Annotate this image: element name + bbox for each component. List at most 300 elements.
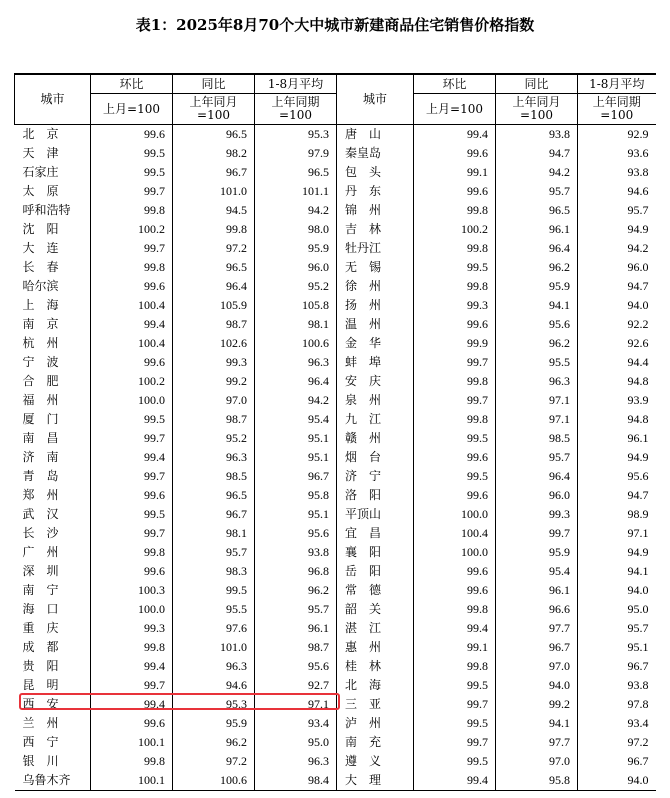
header-avg-base-right: 上年同期 =100	[578, 94, 656, 125]
mom-value: 100.4	[91, 334, 173, 353]
city-name-right: 泸 州	[337, 714, 414, 733]
city-name: 昆 明	[22, 678, 59, 692]
table-row	[15, 277, 656, 296]
avg-value-right: 96.7	[578, 752, 656, 771]
header-yoy-base-right: 上年同月 =100	[496, 94, 578, 125]
mom-value-right: 99.6	[414, 581, 496, 600]
avg-value: 105.8	[255, 296, 337, 315]
avg-value-right: 92.6	[578, 334, 656, 353]
mom-value-right: 99.6	[414, 562, 496, 581]
mom-value: 99.8	[91, 201, 173, 220]
avg-value: 96.4	[255, 372, 337, 391]
yoy-value: 98.3	[173, 562, 255, 581]
city-name-right: 济 宁	[337, 467, 414, 486]
avg-value-right: 93.4	[578, 714, 656, 733]
avg-value-right: 94.9	[578, 220, 656, 239]
mom-value-right: 99.5	[414, 258, 496, 277]
yoy-value-right: 97.1	[496, 410, 578, 429]
header-avg-base: 上年同期 =100	[255, 94, 337, 125]
avg-value: 98.4	[255, 771, 337, 791]
yoy-value: 97.2	[173, 239, 255, 258]
mom-value: 99.4	[91, 448, 173, 467]
city-name: 合 肥	[22, 374, 59, 388]
mom-value: 99.7	[91, 467, 173, 486]
avg-value-right: 92.2	[578, 315, 656, 334]
city-name-right: 锦 州	[337, 201, 414, 220]
mom-value-right: 100.4	[414, 524, 496, 543]
city-name: 杭 州	[22, 336, 59, 350]
mom-value-right: 99.4	[414, 771, 496, 791]
table-row	[15, 239, 656, 258]
yoy-value-right: 97.0	[496, 657, 578, 676]
yoy-value-right: 97.7	[496, 733, 578, 752]
city-name-right: 赣 州	[337, 429, 414, 448]
yoy-value: 94.6	[173, 676, 255, 695]
mom-value-right: 99.5	[414, 429, 496, 448]
yoy-value-right: 99.7	[496, 524, 578, 543]
table-row	[15, 467, 656, 486]
table-row	[15, 353, 656, 372]
yoy-value: 98.5	[173, 467, 255, 486]
avg-value: 96.3	[255, 752, 337, 771]
avg-value-right: 94.2	[578, 239, 656, 258]
mom-value: 100.4	[91, 296, 173, 315]
yoy-value-right: 99.3	[496, 505, 578, 524]
avg-value: 95.1	[255, 448, 337, 467]
yoy-value-right: 95.6	[496, 315, 578, 334]
mom-value: 100.2	[91, 220, 173, 239]
yoy-value: 99.5	[173, 581, 255, 600]
avg-value-right: 94.6	[578, 182, 656, 201]
header-mom-right: 环比	[414, 74, 496, 94]
city-name-right: 无 锡	[337, 258, 414, 277]
avg-value-right: 94.4	[578, 353, 656, 372]
city-name: 南 宁	[22, 583, 59, 597]
avg-value-right: 93.6	[578, 144, 656, 163]
table-row	[15, 201, 656, 220]
avg-value-right: 94.7	[578, 277, 656, 296]
yoy-value-right: 94.1	[496, 296, 578, 315]
mom-value: 99.5	[91, 410, 173, 429]
yoy-value: 95.3	[173, 695, 255, 714]
avg-value: 96.7	[255, 467, 337, 486]
avg-value: 95.6	[255, 657, 337, 676]
city-name: 重 庆	[22, 621, 59, 635]
avg-value-right: 96.1	[578, 429, 656, 448]
mom-value-right: 99.5	[414, 676, 496, 695]
city-name-right: 秦皇岛	[337, 144, 414, 163]
yoy-value: 99.2	[173, 372, 255, 391]
city-name-right: 徐 州	[337, 277, 414, 296]
yoy-value: 97.2	[173, 752, 255, 771]
avg-value: 95.3	[255, 125, 337, 145]
avg-value-right: 96.7	[578, 657, 656, 676]
city-name-right: 湛 江	[337, 619, 414, 638]
mom-value: 100.1	[91, 771, 173, 791]
avg-value: 95.0	[255, 733, 337, 752]
city-name: 厦 门	[22, 412, 59, 426]
table-row	[15, 182, 656, 201]
avg-value-right: 94.0	[578, 296, 656, 315]
city-name-right: 蚌 埠	[337, 353, 414, 372]
table-row	[15, 220, 656, 239]
table-row	[15, 524, 656, 543]
mom-value: 99.7	[91, 429, 173, 448]
yoy-value: 98.7	[173, 410, 255, 429]
yoy-value-right: 97.0	[496, 752, 578, 771]
city-name-right: 南 充	[337, 733, 414, 752]
header-avg-right: 1-8月平均	[578, 74, 656, 94]
header-yoy: 同比	[173, 74, 255, 94]
mom-value-right: 99.1	[414, 163, 496, 182]
city-name: 上 海	[22, 298, 59, 312]
table-row	[15, 125, 656, 145]
city-name: 呼和浩特	[22, 203, 71, 217]
mom-value: 99.6	[91, 277, 173, 296]
mom-value-right: 99.8	[414, 201, 496, 220]
mom-value-right: 100.0	[414, 505, 496, 524]
yoy-value-right: 94.2	[496, 163, 578, 182]
mom-value: 99.8	[91, 638, 173, 657]
table-row	[15, 619, 656, 638]
mom-value-right: 99.4	[414, 619, 496, 638]
mom-value: 99.7	[91, 239, 173, 258]
city-name-right: 桂 林	[337, 657, 414, 676]
avg-value-right: 97.8	[578, 695, 656, 714]
mom-value-right: 99.6	[414, 486, 496, 505]
mom-value: 99.4	[91, 695, 173, 714]
table-row	[15, 372, 656, 391]
avg-value: 97.9	[255, 144, 337, 163]
avg-value-right: 98.9	[578, 505, 656, 524]
header-yoy-base: 上年同月 =100	[173, 94, 255, 125]
mom-value-right: 99.7	[414, 353, 496, 372]
table-row	[15, 638, 656, 657]
header-avg: 1-8月平均	[255, 74, 337, 94]
table-row	[15, 562, 656, 581]
yoy-value-right: 95.7	[496, 182, 578, 201]
avg-value-right: 95.6	[578, 467, 656, 486]
avg-value: 95.7	[255, 600, 337, 619]
avg-value-right: 93.8	[578, 163, 656, 182]
yoy-value-right: 95.9	[496, 543, 578, 562]
city-name-right: 烟 台	[337, 448, 414, 467]
city-name: 贵 阳	[22, 659, 59, 673]
table-body	[15, 125, 656, 791]
header-mom-base-right: 上月=100	[414, 94, 496, 125]
mom-value-right: 99.8	[414, 372, 496, 391]
yoy-value: 97.6	[173, 619, 255, 638]
city-name-right: 宜 昌	[337, 524, 414, 543]
city-name: 海 口	[22, 602, 59, 616]
avg-value: 95.2	[255, 277, 337, 296]
table-row	[15, 600, 656, 619]
yoy-value: 96.7	[173, 505, 255, 524]
table-row	[15, 429, 656, 448]
yoy-value-right: 94.7	[496, 144, 578, 163]
mom-value: 99.6	[91, 486, 173, 505]
table-row	[15, 752, 656, 771]
yoy-value: 96.5	[173, 486, 255, 505]
yoy-value: 99.8	[173, 220, 255, 239]
yoy-value: 96.5	[173, 258, 255, 277]
avg-value-right: 96.0	[578, 258, 656, 277]
mom-value: 99.6	[91, 562, 173, 581]
mom-value-right: 100.0	[414, 543, 496, 562]
yoy-value: 102.6	[173, 334, 255, 353]
city-name: 兰 州	[22, 716, 59, 730]
avg-value-right: 95.0	[578, 600, 656, 619]
avg-value-right: 93.9	[578, 391, 656, 410]
city-name: 大 连	[22, 241, 59, 255]
table-row	[15, 410, 656, 429]
avg-value: 96.3	[255, 353, 337, 372]
avg-value: 96.1	[255, 619, 337, 638]
avg-value: 101.1	[255, 182, 337, 201]
mom-value-right: 99.7	[414, 391, 496, 410]
table-row	[15, 315, 656, 334]
yoy-value: 94.5	[173, 201, 255, 220]
table-row	[15, 334, 656, 353]
yoy-value: 105.9	[173, 296, 255, 315]
table-row	[15, 771, 656, 791]
mom-value: 99.6	[91, 714, 173, 733]
yoy-value-right: 96.4	[496, 467, 578, 486]
yoy-value-right: 96.3	[496, 372, 578, 391]
city-name: 武 汉	[22, 507, 59, 521]
yoy-value: 98.2	[173, 144, 255, 163]
city-name: 福 州	[22, 393, 59, 407]
table-row	[15, 714, 656, 733]
avg-value-right: 94.0	[578, 771, 656, 791]
city-name: 宁 波	[22, 355, 59, 369]
table-header	[15, 74, 656, 125]
mom-value: 100.2	[91, 372, 173, 391]
mom-value-right: 99.8	[414, 600, 496, 619]
city-name-right: 扬 州	[337, 296, 414, 315]
city-name-right: 洛 阳	[337, 486, 414, 505]
city-name: 西 安	[22, 697, 59, 711]
yoy-value-right: 96.1	[496, 581, 578, 600]
header-city-right: 城市	[337, 74, 414, 125]
mom-value-right: 99.6	[414, 315, 496, 334]
yoy-value-right: 96.2	[496, 258, 578, 277]
yoy-value: 101.0	[173, 182, 255, 201]
mom-value: 99.7	[91, 676, 173, 695]
city-name: 天 津	[22, 146, 59, 160]
avg-value-right: 94.8	[578, 372, 656, 391]
mom-value: 100.0	[91, 600, 173, 619]
city-name: 太 原	[22, 184, 59, 198]
city-name-right: 丹 东	[337, 182, 414, 201]
mom-value: 99.4	[91, 657, 173, 676]
yoy-value: 96.2	[173, 733, 255, 752]
table-row	[15, 258, 656, 277]
yoy-value: 95.7	[173, 543, 255, 562]
mom-value: 99.6	[91, 125, 173, 145]
mom-value: 99.5	[91, 144, 173, 163]
city-name: 广 州	[22, 545, 59, 559]
table-row	[15, 733, 656, 752]
yoy-value: 96.3	[173, 448, 255, 467]
avg-value: 95.9	[255, 239, 337, 258]
city-name: 济 南	[22, 450, 59, 464]
city-name: 北 京	[22, 127, 59, 141]
mom-value-right: 99.1	[414, 638, 496, 657]
avg-value-right: 94.0	[578, 581, 656, 600]
avg-value: 94.2	[255, 391, 337, 410]
yoy-value-right: 96.0	[496, 486, 578, 505]
yoy-value: 96.4	[173, 277, 255, 296]
mom-value: 99.5	[91, 163, 173, 182]
mom-value-right: 99.5	[414, 752, 496, 771]
mom-value: 99.8	[91, 752, 173, 771]
mom-value: 99.5	[91, 505, 173, 524]
yoy-value: 96.7	[173, 163, 255, 182]
avg-value: 96.8	[255, 562, 337, 581]
header-mom: 环比	[91, 74, 173, 94]
yoy-value-right: 96.2	[496, 334, 578, 353]
city-name-right: 韶 关	[337, 600, 414, 619]
header-yoy-right: 同比	[496, 74, 578, 94]
mom-value: 99.3	[91, 619, 173, 638]
mom-value-right: 99.3	[414, 296, 496, 315]
avg-value: 95.6	[255, 524, 337, 543]
yoy-value-right: 94.1	[496, 714, 578, 733]
avg-value: 96.5	[255, 163, 337, 182]
page-title: 表1：2025年8月70个大中城市新建商品住宅销售价格指数	[135, 16, 535, 34]
yoy-value-right: 95.7	[496, 448, 578, 467]
yoy-value-right: 95.5	[496, 353, 578, 372]
avg-value: 92.7	[255, 676, 337, 695]
city-name: 深 圳	[22, 564, 59, 578]
city-name: 郑 州	[22, 488, 59, 502]
avg-value: 100.6	[255, 334, 337, 353]
avg-value-right: 97.2	[578, 733, 656, 752]
avg-value-right: 94.9	[578, 543, 656, 562]
mom-value: 99.8	[91, 543, 173, 562]
yoy-value: 96.3	[173, 657, 255, 676]
avg-value-right: 94.8	[578, 410, 656, 429]
yoy-value: 96.5	[173, 125, 255, 145]
avg-value: 95.1	[255, 429, 337, 448]
mom-value: 99.6	[91, 353, 173, 372]
yoy-value-right: 96.6	[496, 600, 578, 619]
mom-value-right: 99.8	[414, 239, 496, 258]
table-row	[15, 695, 656, 714]
yoy-value: 95.5	[173, 600, 255, 619]
city-name-right: 遵 义	[337, 752, 414, 771]
avg-value: 94.2	[255, 201, 337, 220]
mom-value: 99.7	[91, 524, 173, 543]
table-row	[15, 581, 656, 600]
yoy-value: 95.9	[173, 714, 255, 733]
yoy-value-right: 99.2	[496, 695, 578, 714]
yoy-value-right: 98.5	[496, 429, 578, 448]
yoy-value-right: 96.5	[496, 201, 578, 220]
yoy-value-right: 93.8	[496, 125, 578, 145]
city-name: 银 川	[22, 754, 59, 768]
avg-value-right: 93.8	[578, 676, 656, 695]
city-name-right: 平顶山	[337, 505, 414, 524]
yoy-value-right: 97.1	[496, 391, 578, 410]
mom-value: 100.3	[91, 581, 173, 600]
city-name: 成 都	[22, 640, 59, 654]
city-name: 南 京	[22, 317, 59, 331]
city-name: 南 昌	[22, 431, 59, 445]
mom-value-right: 99.4	[414, 125, 496, 145]
avg-value: 96.2	[255, 581, 337, 600]
mom-value-right: 99.7	[414, 695, 496, 714]
yoy-value-right: 94.0	[496, 676, 578, 695]
mom-value: 100.0	[91, 391, 173, 410]
city-name-right: 惠 州	[337, 638, 414, 657]
table-row	[15, 163, 656, 182]
avg-value-right: 95.7	[578, 201, 656, 220]
yoy-value-right: 96.1	[496, 220, 578, 239]
avg-value: 93.8	[255, 543, 337, 562]
avg-value: 95.4	[255, 410, 337, 429]
avg-value-right: 92.9	[578, 125, 656, 145]
table-row	[15, 505, 656, 524]
city-name-right: 泉 州	[337, 391, 414, 410]
yoy-value-right: 96.4	[496, 239, 578, 258]
table-row	[15, 657, 656, 676]
city-name-right: 吉 林	[337, 220, 414, 239]
mom-value-right: 99.8	[414, 657, 496, 676]
table-row	[15, 391, 656, 410]
mom-value-right: 99.8	[414, 410, 496, 429]
table-row	[15, 448, 656, 467]
table-row	[15, 543, 656, 562]
yoy-value: 98.7	[173, 315, 255, 334]
city-name-right: 金 华	[337, 334, 414, 353]
mom-value: 99.8	[91, 258, 173, 277]
city-name-right: 温 州	[337, 315, 414, 334]
mom-value-right: 99.5	[414, 714, 496, 733]
yoy-value: 101.0	[173, 638, 255, 657]
city-name: 沈 阳	[22, 222, 59, 236]
avg-value: 98.1	[255, 315, 337, 334]
table-row	[15, 144, 656, 163]
avg-value: 93.4	[255, 714, 337, 733]
city-name-right: 襄 阳	[337, 543, 414, 562]
avg-value-right: 94.7	[578, 486, 656, 505]
yoy-value: 97.0	[173, 391, 255, 410]
city-name-right: 唐 山	[337, 125, 414, 145]
yoy-value-right: 95.8	[496, 771, 578, 791]
yoy-value-right: 95.4	[496, 562, 578, 581]
avg-value: 98.0	[255, 220, 337, 239]
city-name: 哈尔滨	[22, 279, 59, 293]
avg-value-right: 95.1	[578, 638, 656, 657]
mom-value-right: 99.7	[414, 733, 496, 752]
city-name-right: 三 亚	[337, 695, 414, 714]
city-name-right: 北 海	[337, 676, 414, 695]
avg-value: 95.8	[255, 486, 337, 505]
mom-value: 99.7	[91, 182, 173, 201]
avg-value: 98.7	[255, 638, 337, 657]
mom-value-right: 99.6	[414, 448, 496, 467]
yoy-value-right: 95.9	[496, 277, 578, 296]
city-name-right: 岳 阳	[337, 562, 414, 581]
price-index-table	[14, 73, 656, 791]
city-name-right: 包 头	[337, 163, 414, 182]
mom-value-right: 99.8	[414, 277, 496, 296]
avg-value: 97.1	[255, 695, 337, 714]
yoy-value: 100.6	[173, 771, 255, 791]
mom-value: 99.4	[91, 315, 173, 334]
